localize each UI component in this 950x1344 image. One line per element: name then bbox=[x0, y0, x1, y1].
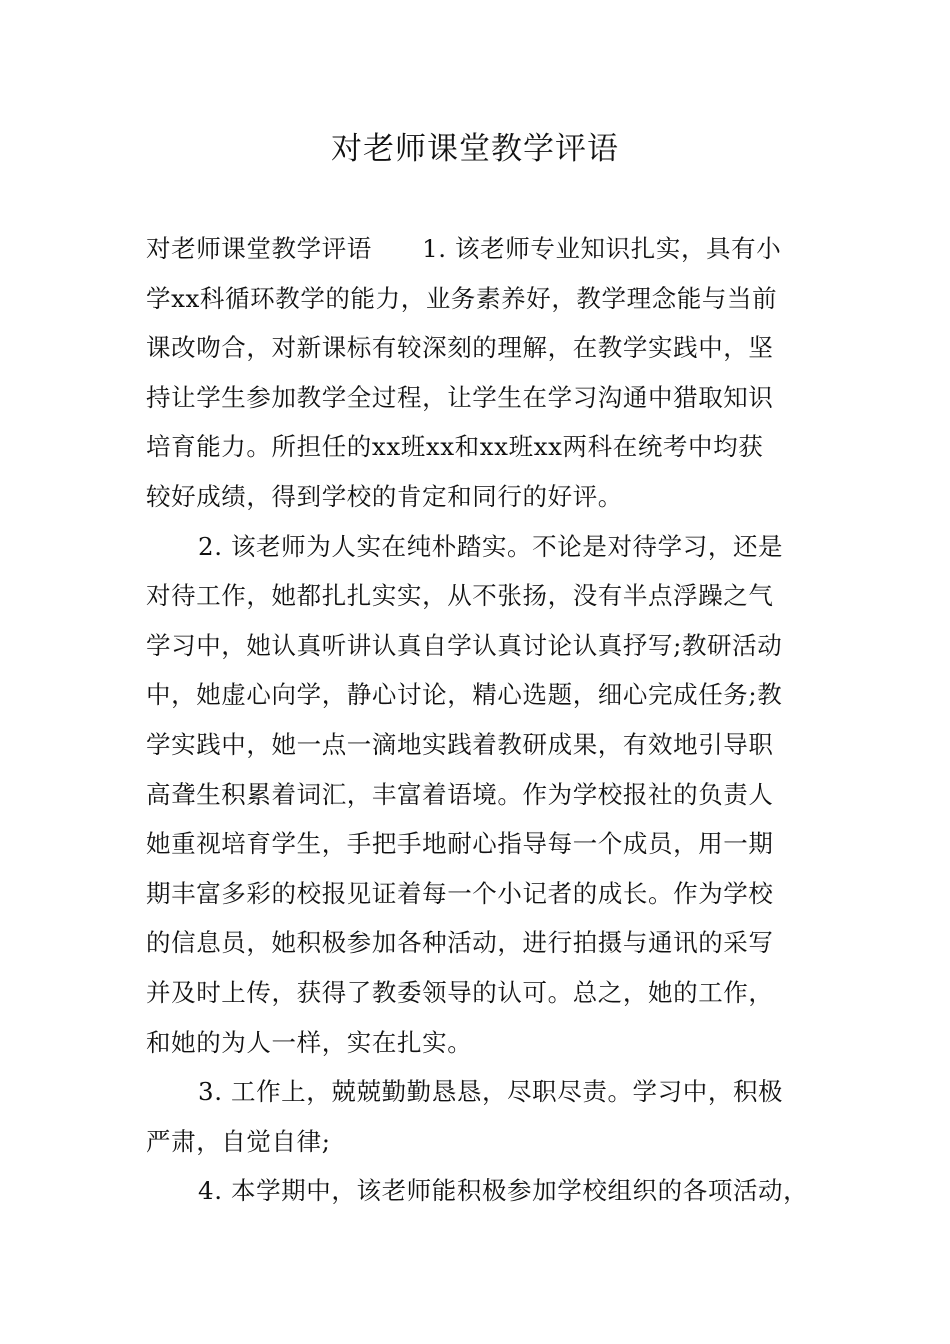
document-body bbox=[146, 224, 808, 1216]
document-title: 对老师课堂教学评语 bbox=[331, 131, 619, 167]
body-line: 和她的为人一样，实在扎实。 bbox=[146, 1027, 473, 1057]
body-line: 持让学生参加教学全过程，让学生在学习沟通中猎取知识 bbox=[146, 382, 774, 412]
body-line: 对老师课堂教学评语 1. 该老师专业知识扎实，具有小 bbox=[146, 234, 782, 263]
body-line: 学习中，她认真听讲认真自学认真讨论认真抒写;教研活动 bbox=[146, 630, 783, 660]
body-line: 课改吻合，对新课标有较深刻的理解，在教学实践中，坚 bbox=[146, 333, 774, 363]
body-line: 学实践中，她一点一滴地实践着教研成果，有效地引导职 bbox=[146, 729, 774, 759]
body-line: 较好成绩，得到学校的肯定和同行的好评。 bbox=[146, 481, 623, 511]
body-line: 并及时上传，获得了教委领导的认可。总之，她的工作， bbox=[146, 977, 774, 1007]
body-line: 她重视培育学生，手把手地耐心指导每一个成员，用一期 bbox=[146, 829, 774, 859]
body-line: 中，她虚心向学，静心讨论，精心选题，细心完成任务;教 bbox=[146, 680, 783, 710]
body-line: 培育能力。所担任的xx班xx和xx班xx两科在统考中均获 bbox=[146, 432, 764, 462]
body-line: 的信息员，她积极参加各种活动，进行拍摄与通讯的采写 bbox=[146, 928, 774, 958]
body-line: 对待工作，她都扎扎实实，从不张扬，没有半点浮躁之气 bbox=[146, 581, 774, 611]
body-line: 高聋生积累着词汇，丰富着语境。作为学校报社的负责人 bbox=[146, 779, 774, 809]
paragraph-3-start: 3. 工作上，兢兢勤勤恳恳，尽职尽责。学习中，积极 bbox=[198, 1077, 784, 1107]
paragraph-4-start: 4. 本学期中，该老师能积极参加学校组织的各项活动， bbox=[198, 1176, 809, 1206]
body-line: 期丰富多彩的校报见证着每一个小记者的成长。作为学校 bbox=[146, 878, 774, 908]
body-line: 严肃，自觉自律; bbox=[146, 1126, 331, 1156]
paragraph-2-start: 2. 该老师为人实在纯朴踏实。不论是对待学习，还是 bbox=[198, 531, 784, 561]
body-line: 学xx科循环教学的能力，业务素养好，教学理念能与当前 bbox=[146, 283, 778, 313]
